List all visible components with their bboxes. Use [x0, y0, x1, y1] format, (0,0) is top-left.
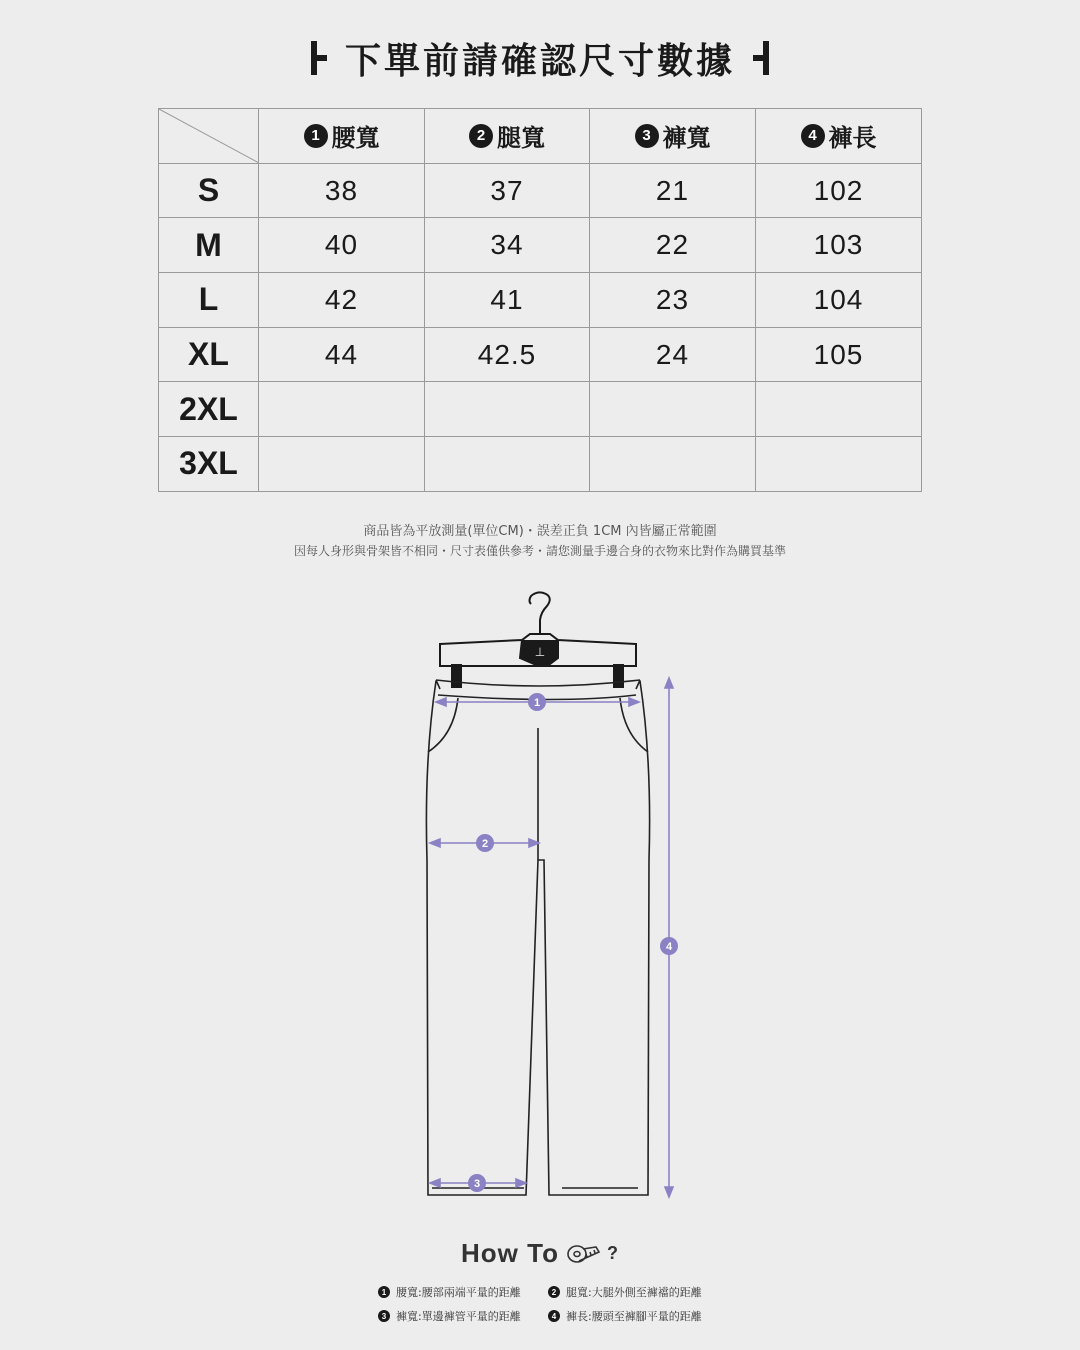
header-label: 腿寬 [497, 124, 545, 153]
how-to-heading [0, 1238, 1080, 1269]
header-label: 褲寬 [662, 124, 711, 153]
size-label: XL [159, 327, 259, 382]
table-cell: 23 [590, 273, 756, 328]
legend-item [548, 1308, 718, 1324]
number-2-icon: 2 [469, 124, 493, 148]
size-label: 2XL [159, 382, 259, 437]
number-3-icon: 3 [378, 1310, 390, 1322]
legend-item [378, 1308, 548, 1324]
table-cell: 105 [756, 327, 922, 382]
header-label: 腰寬 [331, 124, 380, 153]
legend-text: 腰寬:腰部兩端平量的距離 [396, 1286, 521, 1299]
number-1-icon: 1 [304, 124, 328, 148]
number-3-icon: 3 [635, 124, 659, 148]
table-cell: 41 [425, 273, 590, 328]
table-cell: 40 [259, 218, 425, 273]
size-label: 3XL [159, 437, 259, 492]
hanger-logo: ⊥ [534, 645, 546, 659]
table-cell: 37 [425, 163, 590, 218]
marker-2-label: 2 [481, 838, 489, 850]
pants-outline [426, 680, 649, 1195]
measurement-arrows [430, 678, 673, 1197]
table-cell: 44 [259, 327, 425, 382]
legend-text: 褲長:腰頭至褲腳平量的距離 [566, 1310, 702, 1323]
reference-note: 因每人身形與骨架皆不相同・尺寸表僅供參考・請您測量手邊合身的衣物來比對作為購買基準 [293, 544, 786, 558]
size-label: S [159, 163, 259, 218]
table-cell: 102 [756, 163, 922, 218]
page-title: 下單前請確認尺寸數據 [344, 40, 735, 82]
table-cell: 42.5 [425, 327, 590, 382]
legend-text: 腿寬:大腿外側至褲襠的距離 [566, 1286, 702, 1299]
table-cell: 38 [259, 163, 425, 218]
marker-4-label: 4 [665, 941, 673, 953]
table-cell: 42 [259, 273, 425, 328]
how-to-text: How To [461, 1238, 559, 1268]
table-cell: 24 [590, 327, 756, 382]
number-4-icon: 4 [801, 124, 825, 148]
number-4-icon: 4 [548, 1310, 560, 1322]
header-label: 褲長 [828, 124, 877, 153]
marker-4 [660, 937, 678, 955]
measurement-note: 商品皆為平放測量(單位CM)・誤差正負 1CM 內皆屬正常範圍 [363, 524, 717, 539]
legend-text: 褲寬:單邊褲管平量的距離 [396, 1310, 521, 1323]
marker-3 [468, 1174, 486, 1192]
measurement-legend [378, 1284, 718, 1324]
table-cell: 104 [756, 273, 922, 328]
table-cell: 34 [425, 218, 590, 273]
legend-item [548, 1284, 718, 1300]
marker-1 [528, 693, 546, 711]
legend-item [378, 1284, 548, 1300]
marker-3-label: 3 [473, 1178, 481, 1190]
hanger-icon [440, 592, 636, 688]
marker-1-label: 1 [533, 697, 541, 709]
table-cell: 103 [756, 218, 922, 273]
size-label: L [159, 273, 259, 328]
size-label: M [159, 218, 259, 273]
number-1-icon: 1 [378, 1286, 390, 1298]
table-cell: 21 [590, 163, 756, 218]
how-to-question-mark: ? [606, 1243, 619, 1263]
marker-2 [476, 834, 494, 852]
ruler-icon [565, 1241, 601, 1267]
number-2-icon: 2 [548, 1286, 560, 1298]
table-cell: 22 [590, 218, 756, 273]
